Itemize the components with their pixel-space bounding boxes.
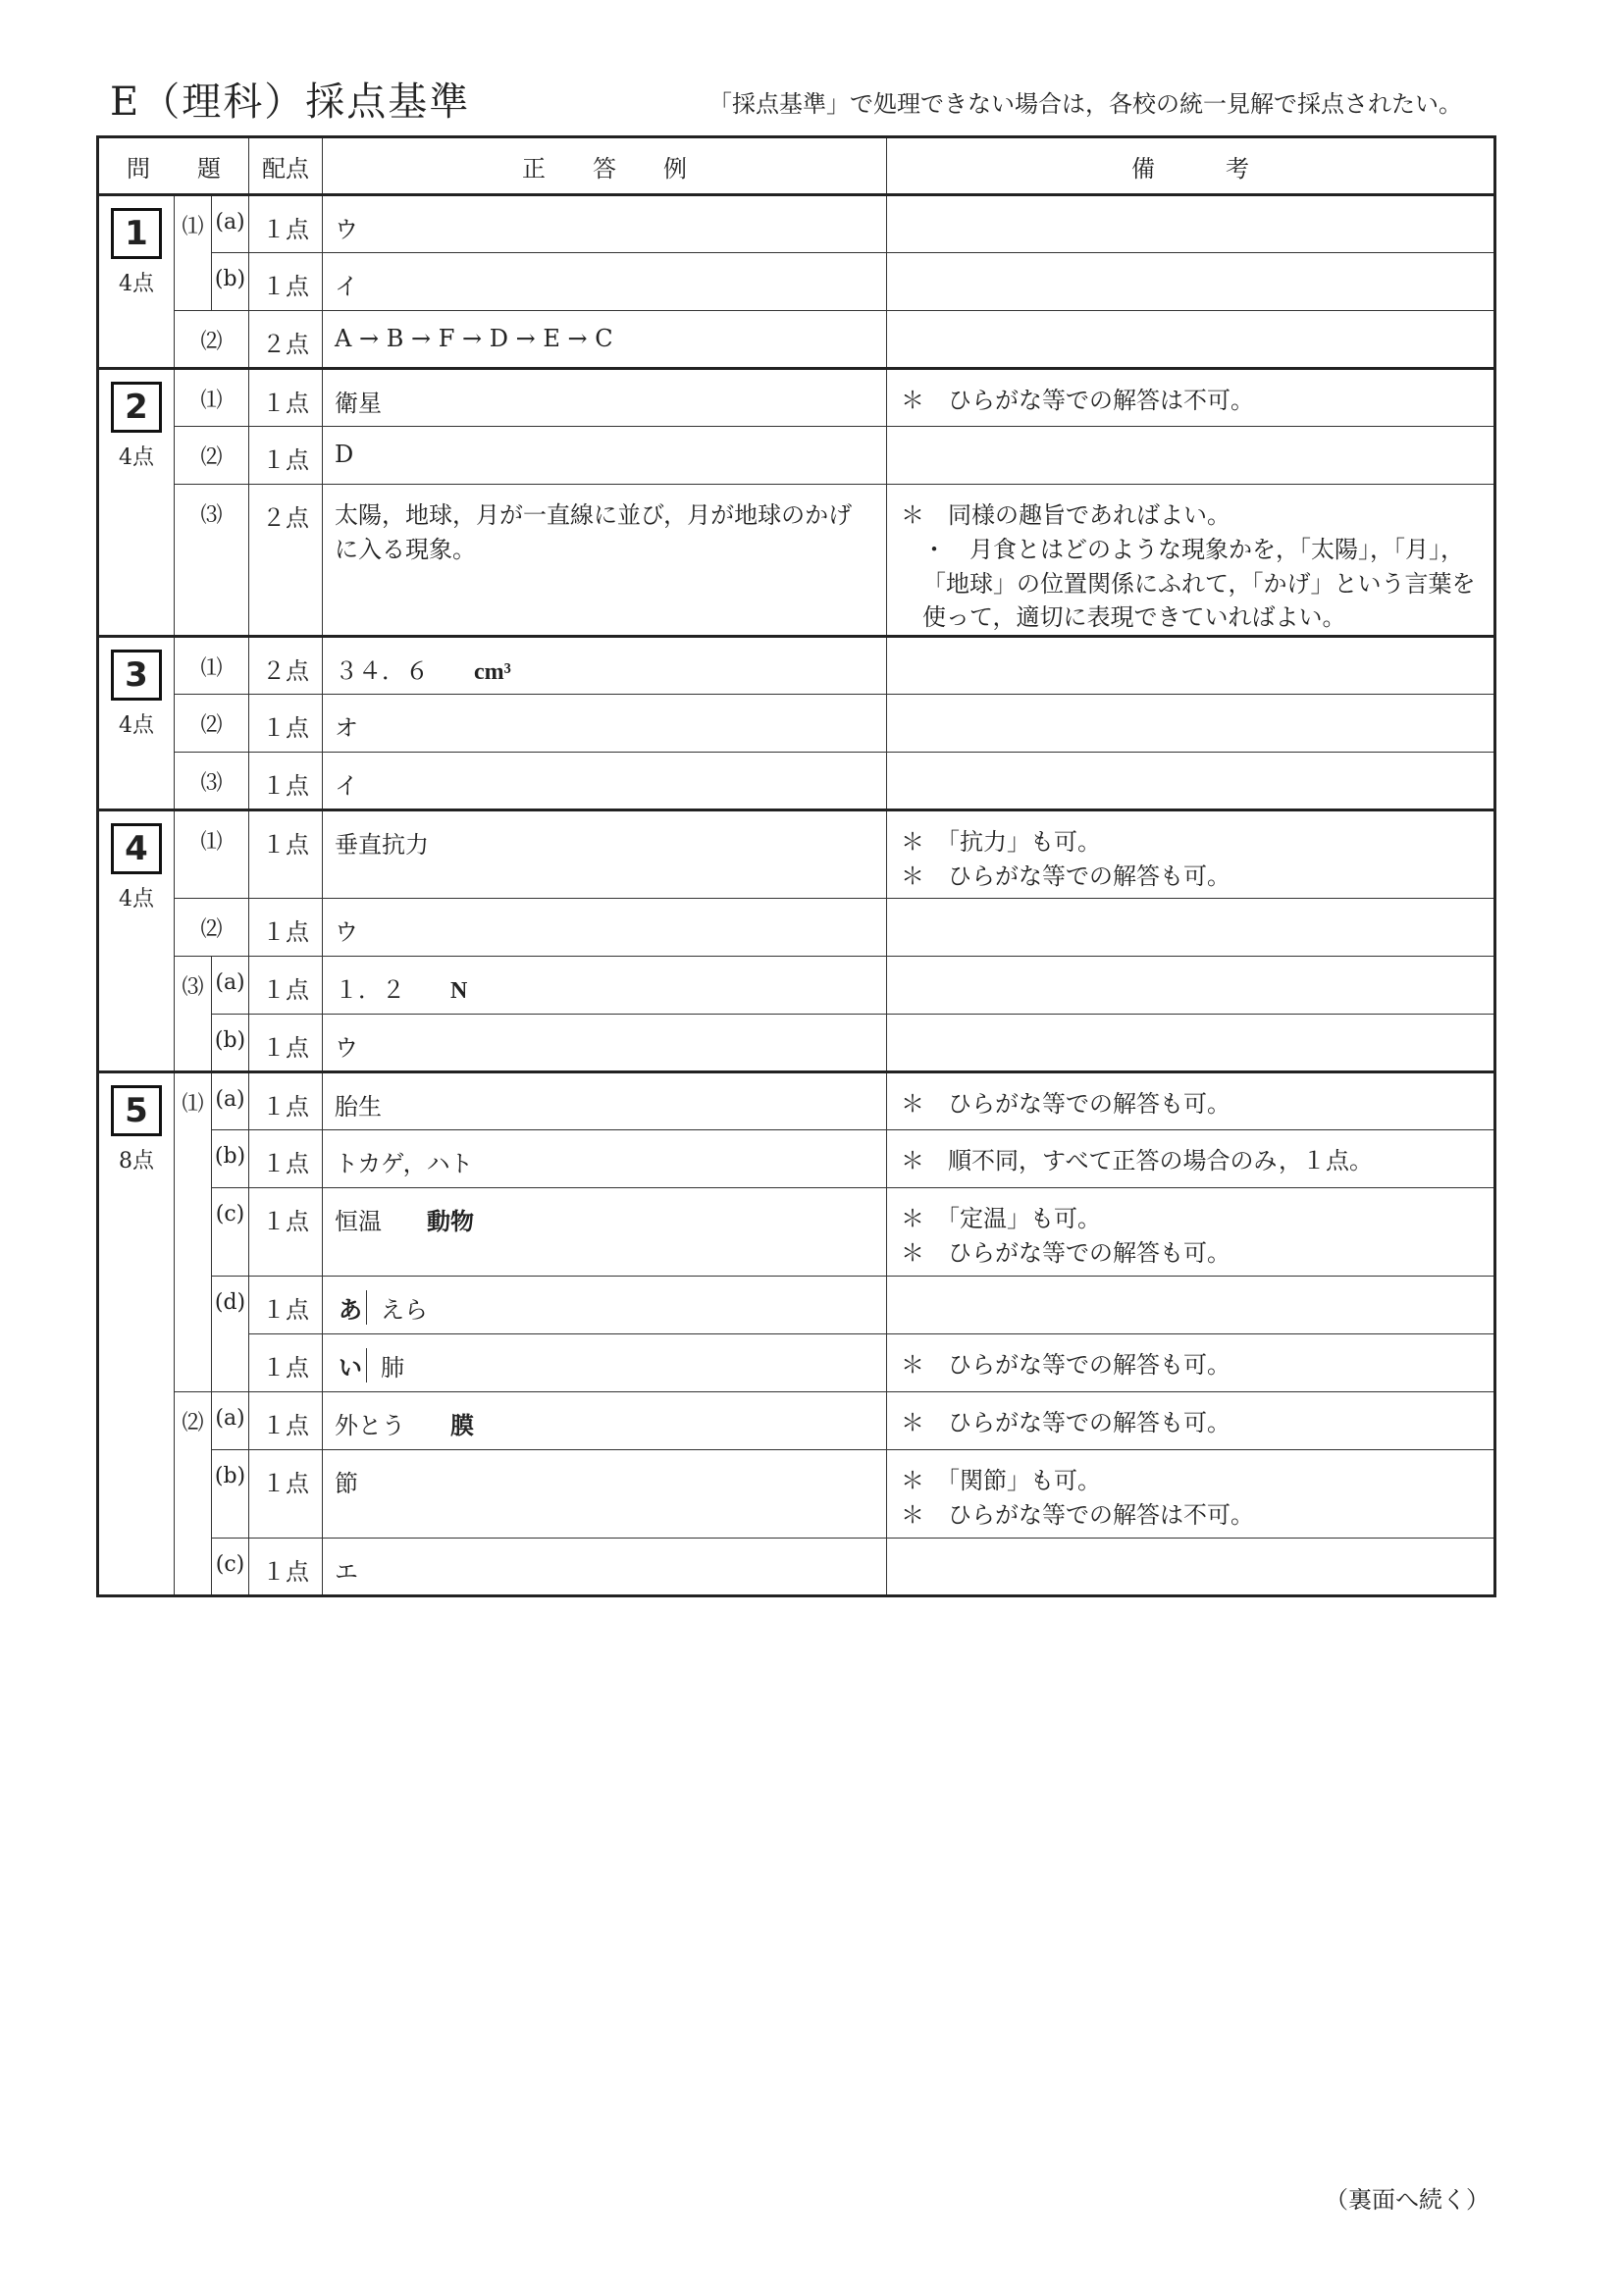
answer: ウ [323,195,887,253]
points: １点 [249,957,323,1015]
sub-number: ⑵ [175,1392,212,1596]
points: １点 [249,369,323,427]
answer: ３４．６ [335,657,430,686]
answer-cell [323,1334,887,1392]
question-total: 4点 [119,713,154,739]
table-row [98,253,1495,311]
answer-unit: 動物 [427,1210,475,1236]
answer-cell [323,637,887,695]
remark: ＊ ひらがな等での解答も可。 [887,1072,1495,1130]
table-row [98,1450,1495,1539]
answer: 胎生 [323,1072,887,1130]
points: ２点 [249,485,323,637]
points: １点 [249,1334,323,1392]
remark [887,1015,1495,1072]
remark-line: ＊ ひらがな等での解答は不可。 [901,1500,1255,1529]
points: ２点 [249,311,323,369]
table-row [98,1539,1495,1596]
answer: １．２ [335,976,406,1005]
scoring-table [96,135,1496,1597]
remark-line: ＊ 「関節」も可。 [901,1467,1102,1495]
points: １点 [249,1539,323,1596]
answer-cell [323,1277,887,1334]
sub-number: ⑴ [175,369,249,427]
blank-label: い [335,1348,367,1383]
points: １点 [249,899,323,957]
answer: えら [381,1296,429,1325]
question-4-cell [98,810,175,1072]
question-5-cell [98,1072,175,1596]
sub-number: ⑶ [175,485,249,637]
table-row [98,1277,1495,1334]
table-row [98,1334,1495,1392]
points: １点 [249,1130,323,1188]
remark-cell [887,485,1495,637]
remark-cell [887,810,1495,899]
question-number: 1 [111,208,162,259]
answer: 肺 [381,1354,405,1383]
table-row [98,369,1495,427]
remark [887,753,1495,810]
sub-number: ⑶ [175,957,212,1072]
points: １点 [249,1450,323,1539]
points: １点 [249,1392,323,1450]
points: ２点 [249,637,323,695]
blank-label: あ [335,1290,367,1325]
sub-letter: (b) [212,1130,249,1188]
table-row [98,1130,1495,1188]
answer-unit: cm³ [474,659,511,686]
table-row [98,695,1495,753]
remark: ＊ ひらがな等での解答は不可。 [887,369,1495,427]
points: １点 [249,1188,323,1277]
table-row [98,1188,1495,1277]
remark-line: ＊ ひらがな等での解答も可。 [901,1238,1231,1267]
table-row [98,485,1495,637]
points: １点 [249,1277,323,1334]
sub-letter: (c) [212,1188,249,1277]
answer: イ [323,753,887,810]
remark-line: ＊ ひらがな等での解答も可。 [901,861,1231,890]
remark [887,253,1495,311]
question-number: 5 [111,1085,162,1136]
sub-letter: (b) [212,1015,249,1072]
answer: 衛星 [323,369,887,427]
header-points: 配点 [249,137,323,195]
answer: D [323,427,887,485]
answer: 太陽，地球，月が一直線に並び，月が地球のかげに入る現象。 [323,485,887,637]
remark [887,957,1495,1015]
sub-letter: (b) [212,1450,249,1539]
remark [887,899,1495,957]
answer: イ [323,253,887,311]
answer: 外とう [335,1412,406,1440]
table-row [98,1392,1495,1450]
remark: ＊ ひらがな等での解答も可。 [887,1392,1495,1450]
sub-letter: (c) [212,1539,249,1596]
question-3-cell [98,637,175,810]
table-row [98,637,1495,695]
remark-cell [887,1188,1495,1277]
points: １点 [249,1072,323,1130]
remark-line: ＊ 「抗力」も可。 [901,828,1102,857]
table-row [98,810,1495,899]
answer: 節 [323,1450,887,1539]
table-row [98,957,1495,1015]
continued-note: （裏面へ続く） [1325,2186,1490,2214]
remark [887,695,1495,753]
question-total: 4点 [119,445,154,470]
answer-cell [323,957,887,1015]
sub-number: ⑵ [175,695,249,753]
table-row [98,1072,1495,1130]
sub-letter: (d) [212,1277,249,1392]
answer-cell [323,1188,887,1277]
points: １点 [249,753,323,810]
answer-unit: 膜 [450,1414,475,1440]
question-total: 8点 [119,1149,154,1174]
sub-number: ⑴ [175,810,249,899]
header-answer: 正 答 例 [323,137,887,195]
header-remarks: 備 考 [887,137,1495,195]
header-question: 問 題 [98,137,249,195]
table-row [98,753,1495,810]
sub-number: ⑴ [175,1072,212,1392]
answer: 恒温 [335,1208,383,1236]
points: １点 [249,810,323,899]
points: １点 [249,695,323,753]
question-2-cell [98,369,175,637]
answer-cell [323,1392,887,1450]
remark [887,637,1495,695]
table-row [98,311,1495,369]
question-total: 4点 [119,887,154,913]
sub-number: ⑴ [175,195,212,311]
sub-number: ⑴ [175,637,249,695]
remark: ＊ ひらがな等での解答も可。 [887,1334,1495,1392]
question-number: 4 [111,823,162,874]
answer: ウ [323,1015,887,1072]
points: １点 [249,253,323,311]
table-row [98,1015,1495,1072]
question-number: 3 [111,650,162,701]
table-row [98,899,1495,957]
sub-number: ⑵ [175,311,249,369]
answer: ウ [323,899,887,957]
sub-letter: (a) [212,195,249,253]
remark [887,1277,1495,1334]
answer: エ [323,1539,887,1596]
page-title: E（理科）採点基準 [110,79,471,125]
sub-letter: (a) [212,957,249,1015]
question-number: 2 [111,382,162,433]
remark [887,1539,1495,1596]
sub-number: ⑵ [175,899,249,957]
answer: A → B → F → D → E → C [323,311,887,369]
points: １点 [249,1015,323,1072]
answer: 垂直抗力 [323,810,887,899]
table-row [98,427,1495,485]
sub-letter: (a) [212,1072,249,1130]
scoring-note: 「採点基準」で処理できない場合は，各校の統一見解で採点されたい。 [708,90,1462,118]
sub-letter: (a) [212,1392,249,1450]
remark-cell [887,1450,1495,1539]
remark [887,195,1495,253]
answer: トカゲ，ハト [323,1130,887,1188]
sub-letter: (b) [212,253,249,311]
answer-unit: N [450,978,468,1005]
answer: オ [323,695,887,753]
remark [887,311,1495,369]
remark [887,427,1495,485]
remark-line: ・ 月食とはどのような現象かを，「太陽」，「月」，「地球」の位置関係にふれて，「かげ」という言葉を使って，適切に表現できていればよい。 [922,535,1476,632]
question-total: 4点 [119,272,154,296]
remark: ＊ 順不同，すべて正答の場合のみ，１点。 [887,1130,1495,1188]
table-row [98,195,1495,253]
remark-line: ＊ 「定温」も可。 [901,1205,1102,1233]
points: １点 [249,195,323,253]
points: １点 [249,427,323,485]
question-1-cell [98,195,175,369]
sub-number: ⑵ [175,427,249,485]
sub-number: ⑶ [175,753,249,810]
remark-line: ＊ 同様の趣旨であればよい。 [901,501,1231,529]
